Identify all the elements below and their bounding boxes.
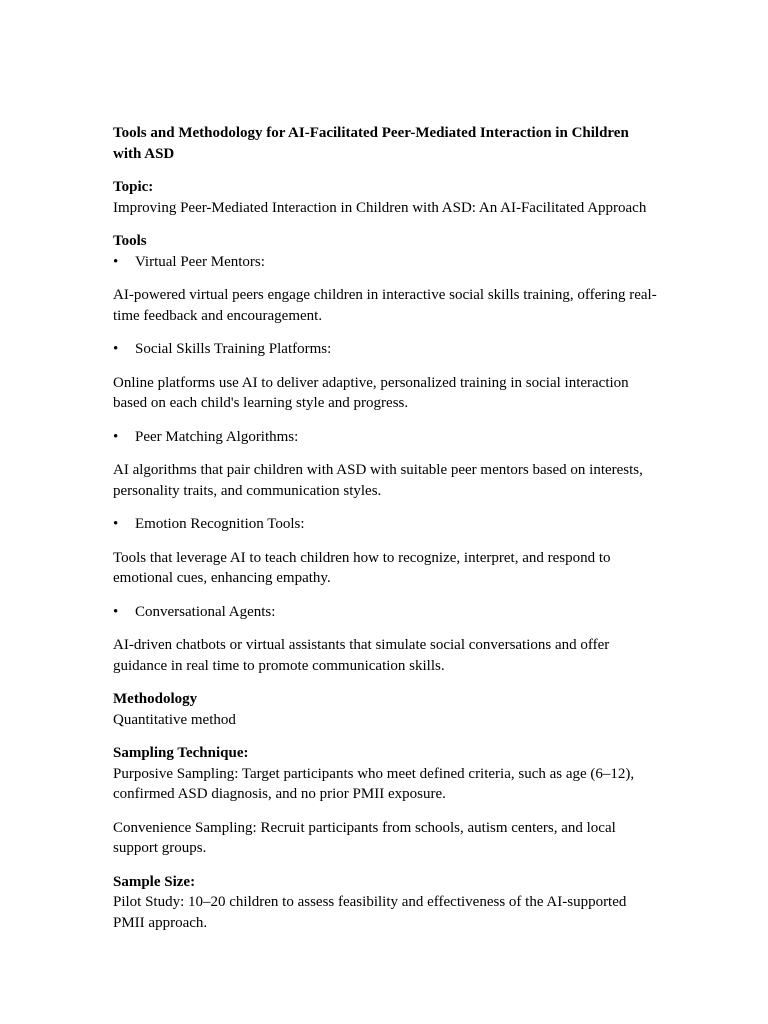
topic-section: [113, 177, 658, 218]
sampling-section: [113, 743, 658, 859]
tools-heading: Tools: [113, 233, 147, 249]
tool-label: Social Skills Training Platforms:: [135, 341, 332, 357]
tool-description: Tools that leverage AI to teach children how to recognize, interpret, and respond to emotional cues, enhancing empathy.: [113, 549, 611, 586]
bullet-icon: •: [113, 516, 119, 532]
tool-description: AI-driven chatbots or virtual assistants that simulate social conversations and offer guidance in real time to promote communication skills.: [113, 637, 610, 674]
bullet-icon: •: [113, 603, 119, 620]
sampling-heading: Sampling Technique:: [113, 745, 249, 761]
tools-section: [113, 231, 658, 676]
document-page: [113, 123, 658, 946]
sample-size-text: Pilot Study: 10–20 children to assess feasibility and effectiveness of the AI-supported PMII approach.: [113, 894, 627, 931]
tool-item-social-skills-platforms: [113, 339, 658, 360]
tool-item-virtual-peer-mentors: [113, 252, 658, 273]
bullet-icon: •: [113, 253, 119, 270]
tool-item-emotion-recognition: [113, 514, 658, 535]
tool-description: AI algorithms that pair children with ASD with suitable peer mentors based on interests, personality traits, and communication styles.: [113, 462, 643, 499]
methodology-section: [113, 689, 658, 730]
purposive-sampling-text: Purposive Sampling: Target participants who meet defined criteria, such as age (6–12), confirmed ASD diagnosis, and no prior PMII exposure.: [113, 765, 635, 802]
tool-label: Conversational Agents:: [135, 603, 276, 620]
tool-item-peer-matching: [113, 427, 658, 448]
tool-label: Peer Matching Algorithms:: [135, 428, 299, 445]
methodology-heading: Methodology: [113, 691, 198, 707]
tool-item-conversational-agents: [113, 602, 658, 623]
tool-label: Emotion Recognition Tools:: [135, 516, 305, 532]
document-title: Tools and Methodology for AI-Facilitated Peer-Mediated Interaction in Children with ASD: [113, 125, 629, 162]
methodology-text: Quantitative method: [113, 711, 236, 728]
sample-size-section: [113, 872, 658, 934]
tool-description: Online platforms use AI to deliver adaptive, personalized training in social interaction based on each child's learning style and progress.: [113, 374, 629, 411]
tool-description: AI-powered virtual peers engage children in interactive social skills training, offering real-time feedback and encouragement.: [113, 287, 657, 324]
bullet-icon: •: [113, 428, 119, 445]
bullet-icon: •: [113, 341, 119, 357]
convenience-sampling-text: Convenience Sampling: Recruit participants from schools, autism centers, and local support groups.: [113, 819, 616, 856]
tool-label: Virtual Peer Mentors:: [135, 253, 265, 270]
topic-text: Improving Peer-Mediated Interaction in Children with ASD: An AI-Facilitated Approach: [113, 199, 647, 216]
sample-size-heading: Sample Size:: [113, 873, 196, 890]
topic-heading: Topic:: [113, 179, 154, 195]
